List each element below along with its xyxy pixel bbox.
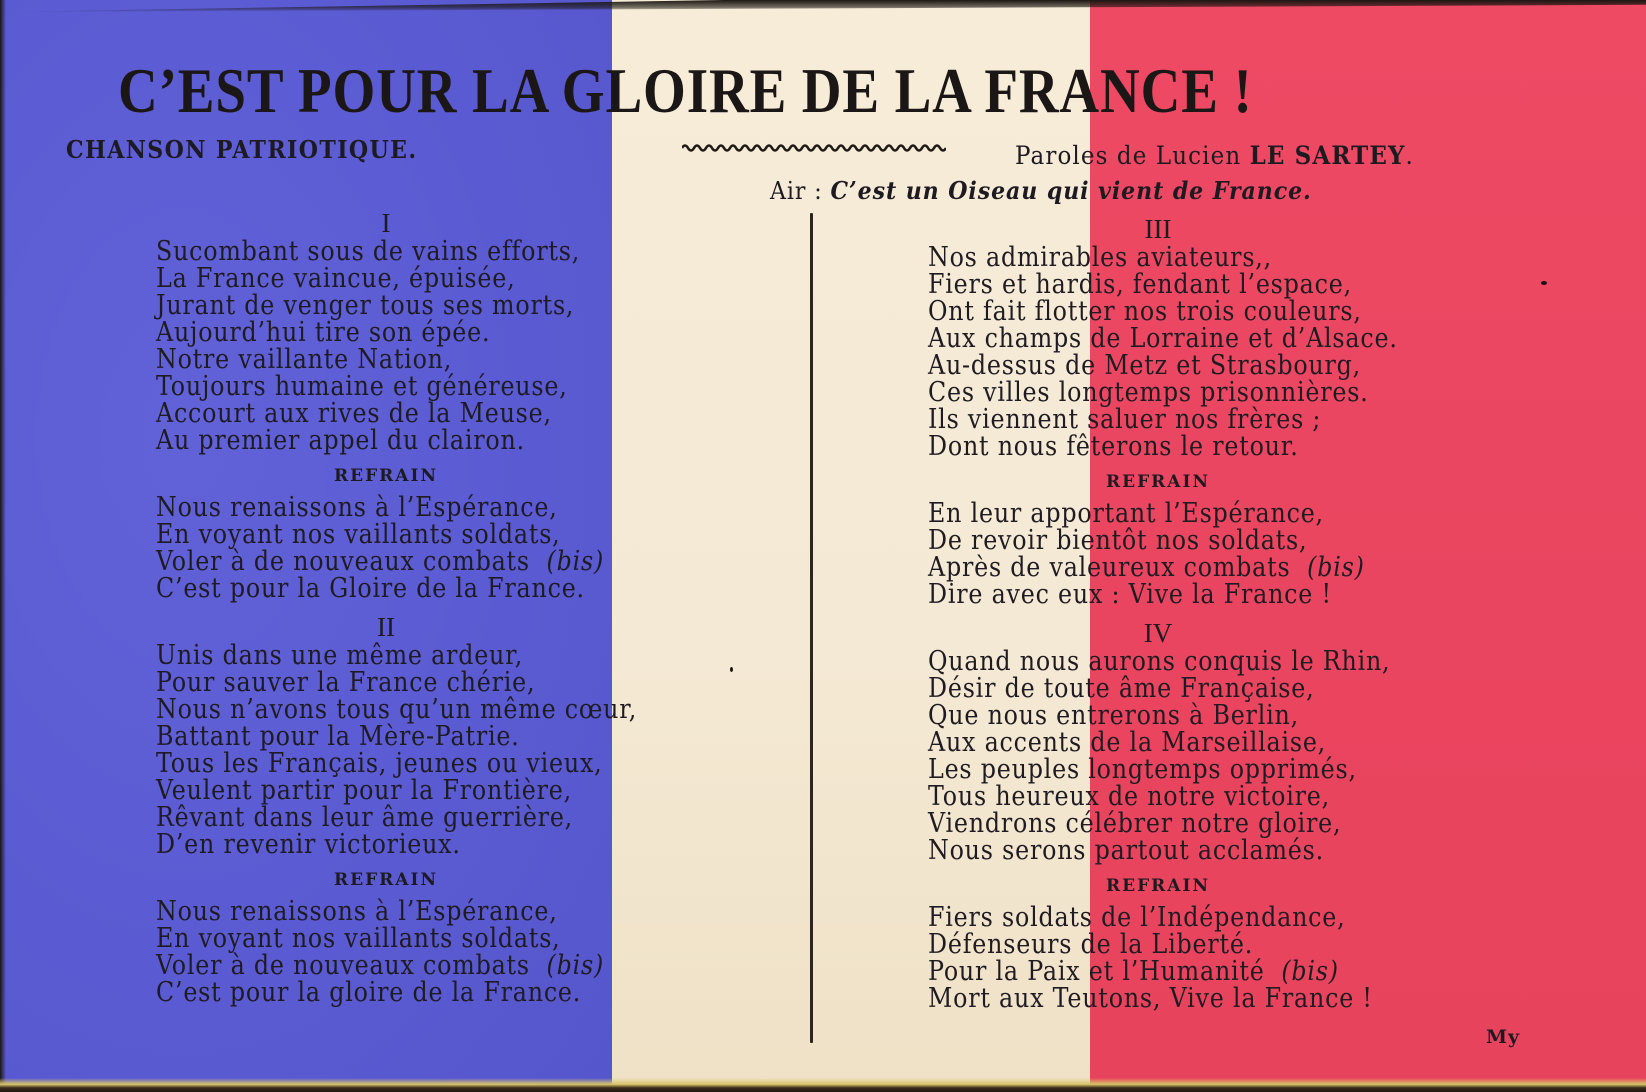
verse-line: Défenseurs de la Liberté. xyxy=(928,929,1254,960)
verse-line: Quand nous aurons conquis le Rhin, xyxy=(928,646,1391,677)
tune-credit xyxy=(770,176,1312,205)
bis-marker: (bis) xyxy=(1307,552,1365,583)
stanza-2 xyxy=(156,612,676,858)
printer-signature: My xyxy=(1486,1026,1521,1048)
refrain-heading: REFRAIN xyxy=(334,466,438,486)
stanza-3 xyxy=(928,214,1528,460)
refrain-heading: REFRAIN xyxy=(334,870,438,890)
refrain-2 xyxy=(156,870,676,1006)
verse-line: La France vaincue, épuisée, xyxy=(156,263,516,294)
verse-line: Ont fait flotter nos trois couleurs, xyxy=(928,296,1362,327)
song-subtitle: CHANSON PATRIOTIQUE. xyxy=(66,135,418,164)
verse-line: Dont nous fêterons le retour. xyxy=(928,431,1299,462)
verse-line: Tous heureux de notre victoire, xyxy=(928,781,1330,812)
verse-line: Au-dessus de Metz et Strasbourg, xyxy=(928,350,1362,381)
refrain-3 xyxy=(928,472,1528,608)
refrain-1 xyxy=(156,466,676,602)
verse-line: Viendrons célébrer notre gloire, xyxy=(928,808,1342,839)
refrain-lines xyxy=(928,904,1528,1012)
verse-line: Tous les Français, jeunes ou vieux, xyxy=(156,748,603,779)
verse-line-text: Voler à de nouveaux combats xyxy=(156,950,530,981)
verse-line: D’en revenir victorieux. xyxy=(156,829,461,860)
column-divider xyxy=(810,213,813,1043)
verse-line: Fiers et hardis, fendant l’espace, xyxy=(928,269,1352,300)
verse-line: Jurant de venger tous ses morts, xyxy=(156,290,575,321)
lyricist-suffix: . xyxy=(1405,141,1414,170)
verse-line: Sucombant sous de vains efforts, xyxy=(156,236,581,267)
verse-line: Mort aux Teutons, Vive la France ! xyxy=(928,983,1373,1014)
tune-name: C’est un Oiseau qui vient de France. xyxy=(830,176,1312,205)
verse-line: En voyant nos vaillants soldats, xyxy=(156,923,561,954)
stanza-lines xyxy=(928,648,1528,864)
lyricist-name: LE SARTEY xyxy=(1249,141,1406,170)
bis-marker: (bis) xyxy=(546,950,605,981)
stanza-numeral: IV xyxy=(1143,618,1173,648)
page-title: C’EST POUR LA GLOIRE DE LA FRANCE ! xyxy=(118,55,1253,126)
verse-line-text: Pour la Paix et l’Humanité xyxy=(928,956,1265,987)
verse-line-text: Après de valeureux combats xyxy=(928,552,1291,583)
stanza-numeral: II xyxy=(377,612,395,642)
lyricist-credit xyxy=(1015,141,1414,170)
verse-line: Désir de toute âme Française, xyxy=(928,673,1315,704)
refrain-heading: REFRAIN xyxy=(1106,876,1210,896)
verse-line: C’est pour la gloire de la France. xyxy=(156,977,582,1008)
bis-marker: (bis) xyxy=(1281,956,1339,987)
verse-line xyxy=(928,554,1456,581)
verse-line: Veulent partir pour la Frontière, xyxy=(156,775,573,806)
left-column xyxy=(156,208,676,1006)
verse-line: Au premier appel du clairon. xyxy=(156,425,525,456)
stanza-lines xyxy=(156,642,676,858)
verse-line: Nous renaissons à l’Espérance, xyxy=(156,492,558,523)
verse-line: En voyant nos vaillants soldats, xyxy=(156,519,561,550)
stanza-lines xyxy=(928,244,1528,460)
verse-line: Aux accents de la Marseillaise, xyxy=(928,727,1327,758)
refrain-lines xyxy=(156,898,676,1006)
verse-line: Aujourd’hui tire son épée. xyxy=(156,317,491,348)
refrain-lines xyxy=(156,494,676,602)
verse-line xyxy=(156,548,614,575)
verse-line: Nous n’avons tous qu’un même cœur, xyxy=(156,694,638,725)
verse-line: Unis dans une même ardeur, xyxy=(156,640,524,671)
verse-line: Pour sauver la France chérie, xyxy=(156,667,536,698)
refrain-heading: REFRAIN xyxy=(1106,472,1210,492)
verse-line: En leur apportant l’Espérance, xyxy=(928,498,1324,529)
verse-line xyxy=(928,958,1456,985)
wavy-rule-ornament xyxy=(682,142,946,154)
ink-speck xyxy=(730,667,733,672)
verse-line: Battant pour la Mère-Patrie. xyxy=(156,721,520,752)
verse-line-text: Voler à de nouveaux combats xyxy=(156,546,530,577)
stanza-numeral: III xyxy=(1144,214,1172,244)
verse-line: Fiers soldats de l’Indépendance, xyxy=(928,902,1346,933)
stanza-lines xyxy=(156,238,676,454)
verse-line: Que nous entrerons à Berlin, xyxy=(928,700,1299,731)
card-edge-bottom xyxy=(0,1078,1646,1092)
right-column xyxy=(928,214,1528,1012)
verse-line: Ces villes longtemps prisonnières. xyxy=(928,377,1369,408)
verse-line: Ils viennent saluer nos frères ; xyxy=(928,404,1322,435)
lyricist-prefix: Paroles de Lucien xyxy=(1015,141,1250,170)
verse-line: Accourt aux rives de la Meuse, xyxy=(156,398,552,429)
verse-line: Nous serons partout acclamés. xyxy=(928,835,1324,866)
ink-speck xyxy=(1541,281,1547,285)
verse-line: C’est pour la Gloire de la France. xyxy=(156,573,585,604)
verse-line: Aux champs de Lorraine et d’Alsace. xyxy=(928,323,1398,354)
refrain-lines xyxy=(928,500,1528,608)
verse-line xyxy=(156,952,614,979)
refrain-4 xyxy=(928,876,1528,1012)
verse-line: Nous renaissons à l’Espérance, xyxy=(156,896,558,927)
card-edge-left xyxy=(0,0,6,1092)
verse-line: Les peuples longtemps opprimés, xyxy=(928,754,1357,785)
verse-line: De revoir bientôt nos soldats, xyxy=(928,525,1308,556)
stanza-1 xyxy=(156,208,676,454)
bis-marker: (bis) xyxy=(546,546,605,577)
verse-line: Rêvant dans leur âme guerrière, xyxy=(156,802,574,833)
stanza-4 xyxy=(928,618,1528,864)
verse-line: Dire avec eux : Vive la France ! xyxy=(928,579,1332,610)
stanza-numeral: I xyxy=(381,208,391,238)
verse-line: Nos admirables aviateurs,, xyxy=(928,242,1272,273)
verse-line: Toujours humaine et généreuse, xyxy=(156,371,568,402)
tune-label: Air : xyxy=(770,177,831,205)
verse-line: Notre vaillante Nation, xyxy=(156,344,453,375)
